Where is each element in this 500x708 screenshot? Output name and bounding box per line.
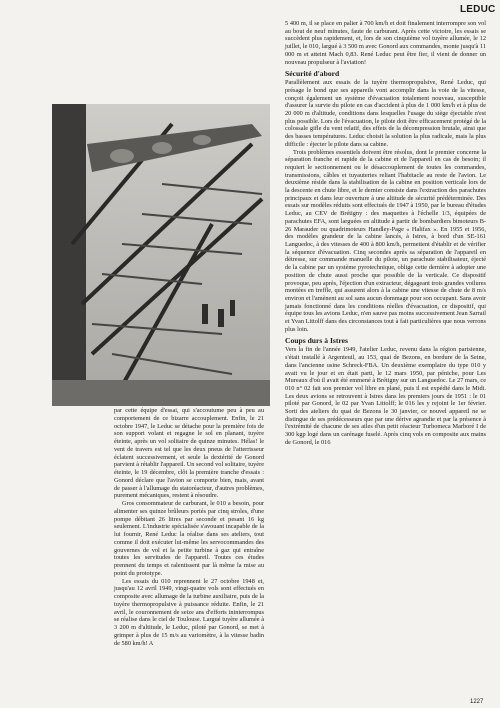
running-title: LEDUC [460, 4, 496, 15]
left-text-column [114, 407, 264, 647]
right-text-column [285, 20, 486, 447]
section-heading-coups-durs: Coups durs à Istres [285, 336, 348, 346]
right-paragraph: Parallèlement aux essais de la tuyère thermopropulsive, René Leduc, qui présage le bond que ses appareils vont accomplir dans la voie de la vitesse, conçoit également un système d'évacuation totalement nouveau, susceptible d'assurer la survie du pilote en cas d'accident à plus de 1 000 km/h et à plus de 20 000 m d'altitude, conditions dans lesquelles l'usage du siège éjectable n'est plus possible. Lors de l'évacuation, le pilote doit être efficacement protégé de la colossale gifle du vent relatif, des effets de la décompression brutale, ainsi que des basses températures. Leduc choisit la solution la plus radicale, mais la plus difficile : éjecter le pilote dans sa cabine. [285, 79, 486, 148]
right-paragraph: Vers la fin de l'année 1949, l'atelier Leduc, revenu dans la région parisienne, s'était installé à Argenteuil, au 153, quai de Bezons, en bordure de la Seine, dans l'ancienne usine Schreck-FBA. Un deuxième exemplaire du type 010 y avait vu le jour et en était parti, le 12 mars 1950, par péniche, pour Les Mureaux d'où il avait été emmené à Brétigny sur un Languedoc. Le 27 mars, ce 010 n° 02 fait son premier vol libre en plané, puis il est expédié dans le Midi. Les deux avions se retrouvent à Istres dans les premiers jours de 1951 : le 01 piloté par Gonord, le 02 par Yvan Littolff; le 016 les y rejoint le 1er février. Sorti des ateliers du quai de Bezons le 30 janvier, ce nouvel appareil ne se distingue de ses prédécesseurs que par une dérive agrandie et par la présence à l'extrémité de chacune de ses ailes d'un petit réacteur Turbomeca Marboré I de 300 kgp logé dans un carénage fuselé. Après cinq vols en composite aux mains de Gonord, le 016 [285, 346, 486, 446]
left-paragraph: Les essais du 010 reprennent le 27 octobre 1948 et, jusqu'au 12 avril 1949, vingt-quatre vols sont effectués en composite avec allumage de la turbine auxiliaire, puis de la tuyère thermopropulsive à puissance réduite. Enfin, le 21 avril, le couronnement de seize ans d'efforts ininterrompus se réalise dans le ciel de Toulouse. Largué tuyère allumée à 3 200 m d'altitude, le Leduc, piloté par Gonord, se met à grimper à plus de 15 m/s au variomètre, à la vitesse badin de 580 km/h! A [114, 577, 264, 647]
leduc-launch-rig-photo [52, 104, 270, 406]
right-paragraph: Trois problèmes essentiels doivent être résolus, dont le premier concerne la séparation franche et rapide de la cabine et de l'appareil en cas de besoin; il requiert le sectionnement ou le désaccouplement de toutes les commandes, transmissions, câbles et tuyauteries reliant l'habitacle au reste de l'avion. Le deuxième réside dans la stabilisation de la cabine en position verticale lors de la descente en chute libre, et le dernier consiste dans l'extraction des parachutes principaux et dans leur ouverture à une altitude de sécurité prédéterminée. Des essais sur modèles réduits sont effectués de 1947 à 1950, par le bureau d'études Leduc, au CEV de Brétigny : des maquettes à l'échelle 1/3, équipées de parachutes EFA, sont larguées en altitude à partir de bombardiers bimoteurs B-26 Marauder ou quadrimoteurs Handley-Page « Halifax ». En 1955 et 1956, des modèles grandeur de la cabine lancés, à Istres, à bord d'un SE-161 Languedoc, à des vitesses de 400 à 800 km/h, permettent d'établir et de vérifier la séquence d'évacuation. Cinq secondes après sa séparation de l'appareil en détresse, sur commande manuelle du pilote, un parachute stabilisateur, éjecté de la cabine par un système pyrotechnique, oblige cette dernière à adopter une position de chute aussi proche que possible de la verticale. Ce dispositif provoque, peu après, l'éjection d'un extracteur, dégageant trois grandes voilures montées en treffle, qui assurent alors à la cabine une vitesse de chute de 8 m/s environ et l'amènent au sol sans aucun dommage pour son occupant. Sans avoir jamais fonctionné dans les conditions réelles d'évacuation, ce dispositif, qui équipe tous les avions Leduc, n'en sauve pas moins successivement Jean Sarrail et Yvan Littolff dans des circonstances tout à fait particulières que nous verrons plus loin. [285, 148, 486, 333]
section-heading-securite: Sécurité d'abord [285, 69, 340, 79]
left-paragraph: Gros consommateur de carburant, le 010 a besoin, pour alimenter ses quinze brûleurs portés par cinq stroles, d'une pompe débitant 26 litres par seconde et pesant 16 kg seulement. L'industrie spécialisée s'avouant incapable de la lui fournir, René Leduc la réalise dans ses ateliers, tout comme il doit exécuter lui-même les servocommandes des gouvernes de vol et la petite turbine à gaz qui entraîne toutes les servitudes de l'appareil. Toutes ces études prennent du temps et ralentissent par là même la mise au point du prototype. [114, 500, 264, 577]
left-paragraph: par cette équipe d'essai, qui s'accoutume peu à peu au comportement de ce bizarre accouplement. Enfin, le 21 octobre 1947, le Leduc se détache pour la première fois de son support volant et regagne le sol en planant, tuyère éteinte, après un vol solitaire de quinze minutes. Hélas! le vent de travers est tel que les deux pneus de l'atterrisseur éclatent successivement, et seule la dextérité de Gonord parvient à rétablir l'appareil. Un second vol solitaire, tuyère éteinte, le 19 décembre, clôt la première tranche d'essais : Gonord déclare que l'avion se comporte bien, mais, avant de passer à l'allumage du statoréacteur, d'autres problèmes, purement mécaniques, restent à résoudre. [114, 407, 264, 500]
page-number: 1227 [470, 699, 484, 705]
photo-illustration [52, 104, 270, 406]
right-intro-paragraph: 5 400 m, il se place en palier à 700 km/h et doit finalement interrompre son vol au bout de neuf minutes, faute de carburant. Après cette victoire, les essais se succèdent plus rapidement, et, lors de son cinquième vol tuyère allumée, le 12 juillet, le 010, largué à 3 500 m avec Gonord aux commandes, monte jusqu'à 11 000 m et atteint Mach 0,83. René Leduc peut être fier, il vient de donner un nouveau propulseur à l'aviation! [285, 20, 486, 66]
